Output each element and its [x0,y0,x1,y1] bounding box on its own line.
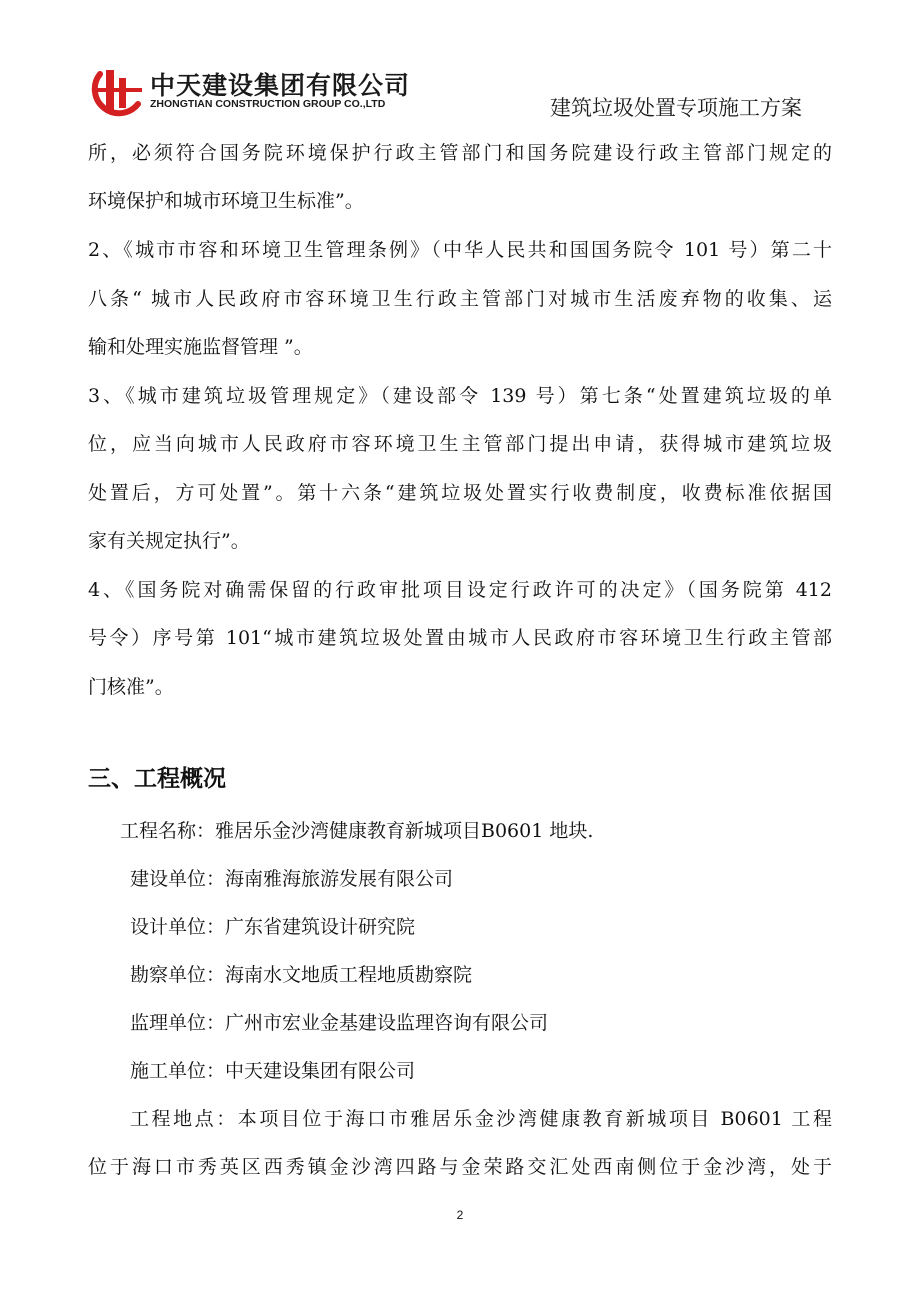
section-heading: 三、工程概况 [88,766,226,792]
unit-line: 施工单位：中天建设集团有限公司 [130,1060,416,1082]
body-line: 家有关规定执行”。 [88,530,250,552]
body-line: 4、《国务院对确需保留的行政审批项目设定行政许可的决定》（国务院第 412 [88,579,832,601]
document-title: 建筑垃圾处置专项施工方案 [550,96,802,120]
project-name: 工程名称：雅居乐金沙湾健康教育新城项目B0601 地块. [120,820,594,842]
body-line: 八条“ 城市人民政府市容环境卫生行政主管部门对城市生活废弃物的收集、运 [88,288,832,310]
body-line: 所，必须符合国务院环境保护行政主管部门和国务院建设行政主管部门规定的 [88,142,832,164]
body-line: 环境保护和城市环境卫生标准”。 [88,190,364,212]
body-line: 门核准”。 [88,676,174,698]
body-line: 输和处理实施监督管理 ”。 [88,336,313,358]
unit-line: 监理单位：广州市宏业金基建设监理咨询有限公司 [130,1012,549,1034]
unit-line: 建设单位：海南雅海旅游发展有限公司 [130,868,454,890]
location-line: 位于海口市秀英区西秀镇金沙湾四路与金荣路交汇处西南侧位于金沙湾，处于 [88,1156,832,1178]
company-name-cn: 中天建设集团有限公司 [150,71,411,100]
page-number: 2 [456,1208,464,1222]
company-logo-icon [86,64,146,120]
unit-line: 勘察单位：海南水文地质工程地质勘察院 [130,964,473,986]
body-line: 3、《城市建筑垃圾管理规定》（建设部令 139 号）第七条“处置建筑垃圾的单 [88,385,832,407]
body-line: 处置后，方可处置”。第十六条“建筑垃圾处置实行收费制度，收费标准依据国 [88,482,832,504]
body-line: 2、《城市市容和环境卫生管理条例》（中华人民共和国国务院令 101 号）第二十 [88,239,832,261]
body-line: 号令）序号第 101“城市建筑垃圾处置由城市人民政府市容环境卫生行政主管部 [88,627,832,649]
location-line: 工程地点：本项目位于海口市雅居乐金沙湾健康教育新城项目 B0601 工程 [130,1108,832,1130]
company-name-en: ZHONGTIAN CONSTRUCTION GROUP CO.,LTD [150,98,386,110]
body-line: 位，应当向城市人民政府市容环境卫生主管部门提出申请，获得城市建筑垃圾 [88,433,832,455]
unit-line: 设计单位：广东省建筑设计研究院 [130,916,416,938]
